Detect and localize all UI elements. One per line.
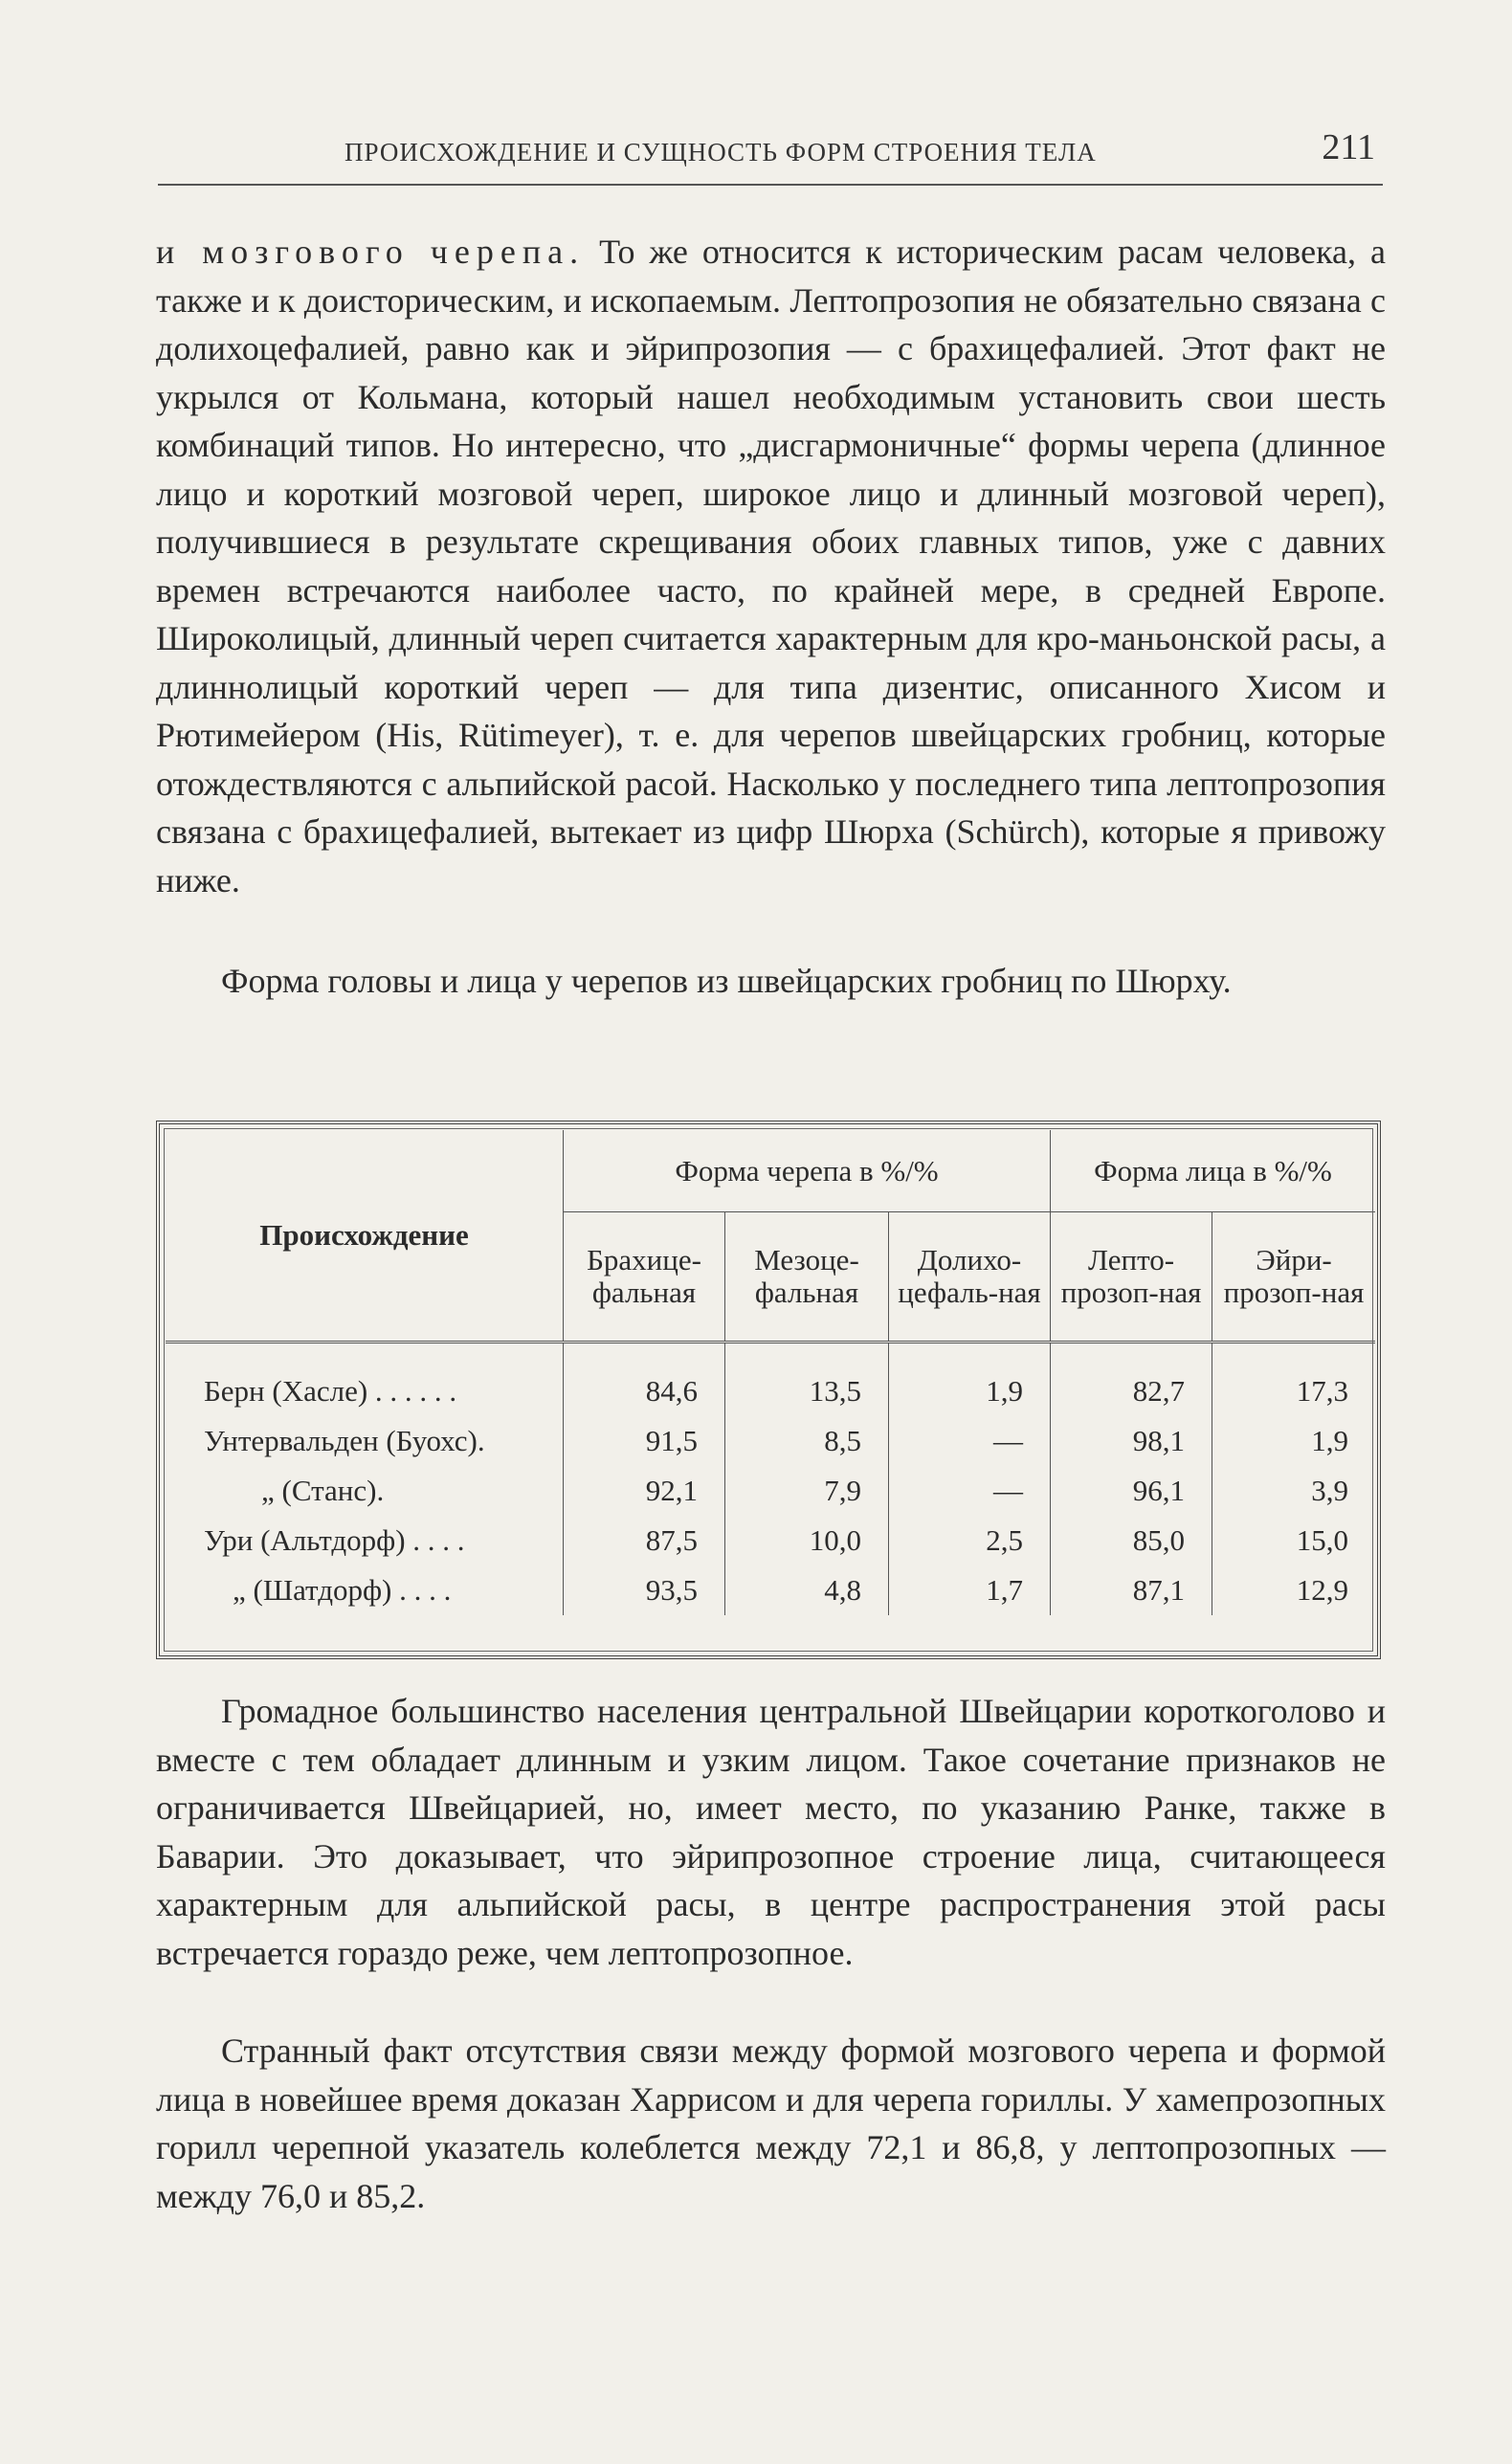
row-origin: „ (Станс).: [166, 1466, 564, 1516]
paragraph-3: Странный факт отсутствия связи между формой мозгового черепа и формой лица в новейшее время доказан Харрисом и для черепа гориллы. У хамепрозопных горилл черепной указатель колеблется между 72,1 и 86,8, у лептопрозопных — между 76,0 и 85,2.: [156, 2031, 1386, 2215]
paragraph-1: [156, 228, 1386, 904]
cell-lepto: 87,1: [1051, 1565, 1212, 1615]
cell-brachy: 92,1: [564, 1466, 725, 1516]
cell-brachy: 93,5: [564, 1565, 725, 1615]
table-caption-block: [156, 957, 1386, 1006]
col-euryprosopic: Эйри-прозоп-ная: [1212, 1212, 1376, 1343]
cell-lepto: 98,1: [1051, 1416, 1212, 1466]
cell-eury: 12,9: [1296, 1573, 1348, 1607]
paragraph-1-text: То же относится к историческим расам человека, а также и к доисторическим, и ископаемым. Лептопрозопия не обязательно связана с долихоцефалией, равно как и эйрипрозопия — с брахицефалией. Этот факт не укрылся от Кольмана, который нашел необходимым установить свои шесть комбинаций типов. Но интересно, что „дисгармоничные“ формы черепа (длинное лицо и короткий мозговой череп, широкое лицо и длинный мозговой череп), получившиеся в результате скрещивания обоих главных типов, уже с давних времен встречаются наиболее часто, по крайней мере, в средней Европе. Широколицый, длинный череп считается характерным для кро-маньонской расы, а длиннолицый короткий череп — для типа дизентис, описанного Хисом и Рютимейером (His, Rütimeyer), т. е. для черепов швейцарских гробниц, которые отождествляются с альпийской расой. Насколько у последнего типа лептопрозопия связана с брахицефалией, вытекает из цифр Шюрха (Schürch), которые я привожу ниже.: [156, 233, 1386, 899]
cell-dolicho: 1,7: [889, 1565, 1051, 1615]
cell-meso: 10,0: [725, 1516, 889, 1565]
page-header: [158, 127, 1383, 186]
row-origin: Берн (Хасле) . . . . . .: [166, 1343, 564, 1417]
col-mesocephalic: Мезоце-фальная: [725, 1212, 889, 1343]
paragraph-2-block: [156, 1687, 1386, 1977]
table-row: [166, 1565, 1375, 1615]
table-caption: Форма головы и лица у черепов из швейцарских гробниц по Шюрху.: [221, 962, 1232, 1000]
cell-meso: 8,5: [725, 1416, 889, 1466]
paragraph-1-spaced-words: и мозгового черепа.: [156, 233, 586, 271]
cell-meso: 13,5: [725, 1343, 889, 1417]
data-table-frame: [156, 1121, 1381, 1659]
cell-meso: 7,9: [725, 1466, 889, 1516]
cell-brachy: 84,6: [564, 1343, 725, 1417]
col-dolichocephalic: Долихо-цефаль-ная: [889, 1212, 1051, 1343]
cell-eury: 17,3: [1296, 1374, 1348, 1408]
cell-meso: 4,8: [725, 1565, 889, 1615]
row-origin: „ (Шатдорф) . . . .: [166, 1565, 564, 1615]
row-origin: Унтервальден (Буохс).: [166, 1416, 564, 1466]
running-title: ПРОИСХОЖДЕНИЕ И СУЩНОСТЬ ФОРМ СТРОЕНИЯ ТЕЛА: [345, 138, 1097, 166]
table-row: [166, 1516, 1375, 1565]
cell-lepto: 82,7: [1051, 1343, 1212, 1417]
cell-dolicho: 1,9: [889, 1343, 1051, 1417]
paragraph-3-block: [156, 2027, 1386, 2220]
cell-lepto: 96,1: [1051, 1466, 1212, 1516]
origin-column-header: Происхождение: [166, 1130, 564, 1343]
data-table: [166, 1130, 1375, 1615]
cell-dolicho: 2,5: [889, 1516, 1051, 1565]
cell-dolicho: —: [889, 1466, 1051, 1516]
cell-dolicho: —: [889, 1416, 1051, 1466]
col-leptoprosopic: Лепто-прозоп-ная: [1051, 1212, 1212, 1343]
skull-form-group-header: Форма черепа в %/%: [564, 1130, 1051, 1212]
paragraph-2: Громадное большинство населения центральной Швейцарии короткоголово и вместе с тем обладает длинным и узким лицом. Такое сочетание признаков не ограничивается Швейцарией, но, имеет место, по указанию Ранке, также в Баварии. Это доказывает, что эйрипрозопное строение лица, считающееся характерным для альпийской расы, в центре распространения этой расы встречается гораздо реже, чем лептопрозопное.: [156, 1692, 1386, 1972]
table-row: [166, 1343, 1375, 1417]
row-origin: Ури (Альтдорф) . . . .: [166, 1516, 564, 1565]
cell-brachy: 91,5: [564, 1416, 725, 1466]
col-brachycephalic: Брахице-фальная: [564, 1212, 725, 1343]
cell-eury: 1,9: [1311, 1424, 1348, 1457]
cell-brachy: 87,5: [564, 1516, 725, 1565]
table-row: [166, 1416, 1375, 1466]
face-form-group-header: Форма лица в %/%: [1051, 1130, 1376, 1212]
table-row: [166, 1466, 1375, 1516]
cell-eury: 15,0: [1296, 1523, 1348, 1557]
cell-eury: 3,9: [1311, 1474, 1348, 1507]
cell-lepto: 85,0: [1051, 1516, 1212, 1565]
page-number: 211: [1322, 127, 1375, 167]
